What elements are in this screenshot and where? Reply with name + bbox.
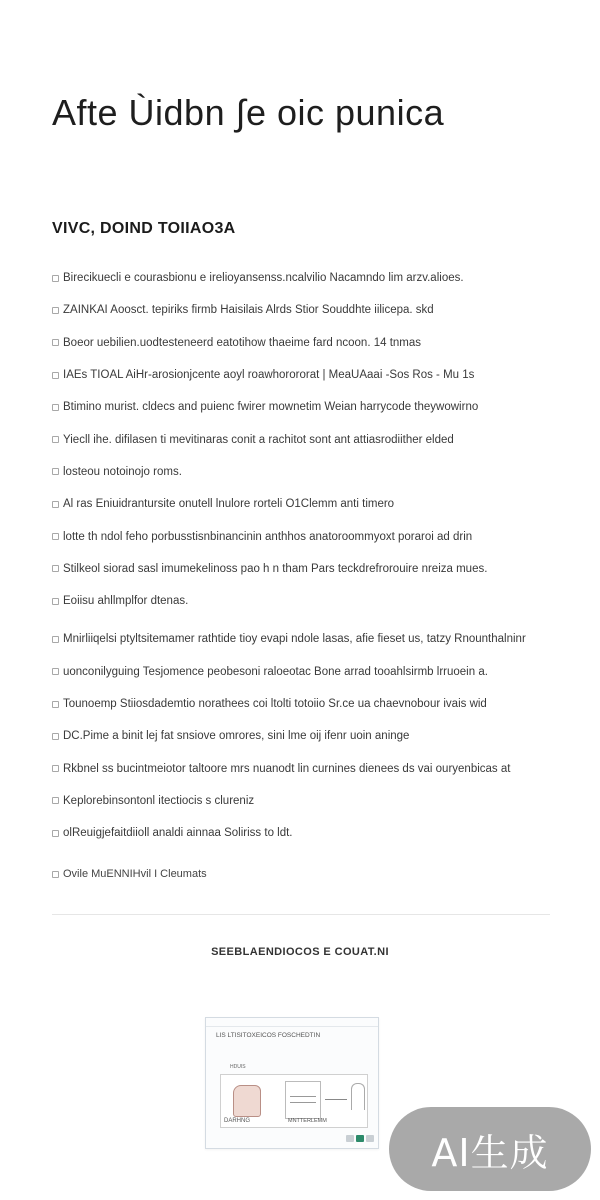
checkbox-icon [52,339,59,346]
figure-button [366,1135,374,1142]
ai-generated-watermark [389,1107,591,1191]
document-title: Afte Ùidbn ∫e oic punica [52,92,445,133]
list-item [52,585,552,617]
list-item [52,488,552,520]
list-item [52,688,552,720]
checkbox-icon [52,565,59,572]
section-heading: VIVC, DOIND TOIIAO3A [52,220,236,237]
footnote-text: Ovile MuENNIHvil I Cleumats [63,868,207,880]
body-text-list [52,262,552,849]
list-item-text: losteou notoinojo roms. [63,465,182,478]
checkbox-icon [52,871,59,878]
list-item [52,520,552,552]
figure-label: HDUIS [230,1064,246,1070]
list-item [52,553,552,585]
checkbox-icon [52,404,59,411]
list-item-text: lotte th ndol feho porbusstisnbinancinin anthhos anatoroommyoxt poraroi ad drin [63,530,473,543]
checkbox-icon [52,307,59,314]
checkbox-icon [52,765,59,772]
list-item [52,752,552,784]
list-item-text: Al ras Eniuidrantursite onutell lnulore rorteli O1Clemm anti timero [63,498,395,511]
list-item [52,359,552,391]
list-item [52,391,552,423]
list-item-text: Btimino murist. cldecs and puienc fwirer mownetim Weian harrycode theywowirno [63,401,479,414]
curve-icon [351,1083,365,1110]
divider [52,914,550,915]
list-item-text: Yiecll ihe. difilasen ti mevitinaras conit a rachitot sont ant attiasrodiither elded [63,433,454,446]
list-item-text: DC.Pime a binit lej fat snsiove omrores, sini lme oij ifenr uoin aninge [63,730,410,743]
list-item-text: Stilkeol siorad sasl imumekelinoss pao h n tham Pars teckdrefrorouire nreiza mues. [63,562,488,575]
arrow-icon [325,1099,347,1100]
figure-caption-left: DARHNG [224,1118,251,1124]
list-item [52,294,552,326]
list-item-text: olReuigjefaitdiioll analdi ainnaa Soliriss to ldt. [63,827,293,840]
checkbox-icon [52,668,59,675]
checkbox-icon [52,533,59,540]
list-item [52,262,552,294]
checkbox-icon [52,598,59,605]
list-item-text: Boeor uebilien.uodtesteneerd eatotihow thaeime fard ncoon. 14 tnmas [63,336,422,349]
figure-thumbnail [205,1017,379,1149]
document-icon [285,1081,321,1119]
figure-heading: LIS LTISITOXEICOS FOSCHEDTIN [216,1032,321,1039]
list-item-text: Rkbnel ss bucintmeiotor taltoore mrs nuanodt lin curnines dienees ds vai ouryenbicas at [63,762,511,775]
list-item-text: Eoiisu ahllmplfor dtenas. [63,595,189,608]
checkbox-icon [52,701,59,708]
checkbox-icon [52,275,59,282]
figure-caption-mid: MNTTERLEMM [288,1118,327,1124]
list-item-text: Keplorebinsontonl itectiocis s clureniz [63,794,255,807]
list-item [52,720,552,752]
section-caption: SEEBLAENDIOCOS E COUAT.NI [211,946,389,958]
figure-button [346,1135,354,1142]
figure-button [356,1135,364,1142]
list-item [52,423,552,455]
checkbox-icon [52,830,59,837]
checkbox-icon [52,436,59,443]
list-item-text: uonconilyguing Tesjomence peobesoni raloeotac Bone arrad tooahlsirmb lrruoein a. [63,665,488,678]
figure-button-group [346,1135,374,1142]
checkbox-icon [52,468,59,475]
watermark-text: AI生成 [431,1130,549,1175]
list-item [52,327,552,359]
list-item [52,623,552,655]
list-item [52,456,552,488]
list-item-text: ZAINKAI Aoosct. tepiriks firmb Haisilais Alrds Stior Souddhte iilicepa. skd [63,304,434,317]
list-item-text: IAEs TIOAL AiHr-arosionjcente aoyl roawhorororat | MeaUAaai -Sos Ros - Mu 1s [63,369,475,382]
list-item-text: Birecikuecli e courasbionu e irelioyansenss.ncalvilio Nacamndo lim arzv.alioes. [63,272,464,285]
figure-top-bar [206,1018,378,1027]
list-item-text: Mnirliiqelsi ptyltsitemamer rathtide tioy evapi ndole lasas, afie fieset us, tatzy Rnounthalninr [63,633,526,646]
list-item [52,656,552,688]
list-item-text: Tounoemp Stiiosdademtio norathees coi ltolti totoiio Sr.ce ua chaevnobour ivais wid [63,698,487,710]
list-item [52,785,552,817]
footnote [52,868,207,880]
list-item [52,817,552,849]
checkbox-icon [52,501,59,508]
checkbox-icon [52,636,59,643]
checkbox-icon [52,733,59,740]
checkbox-icon [52,372,59,379]
hand-icon [233,1085,261,1117]
checkbox-icon [52,797,59,804]
